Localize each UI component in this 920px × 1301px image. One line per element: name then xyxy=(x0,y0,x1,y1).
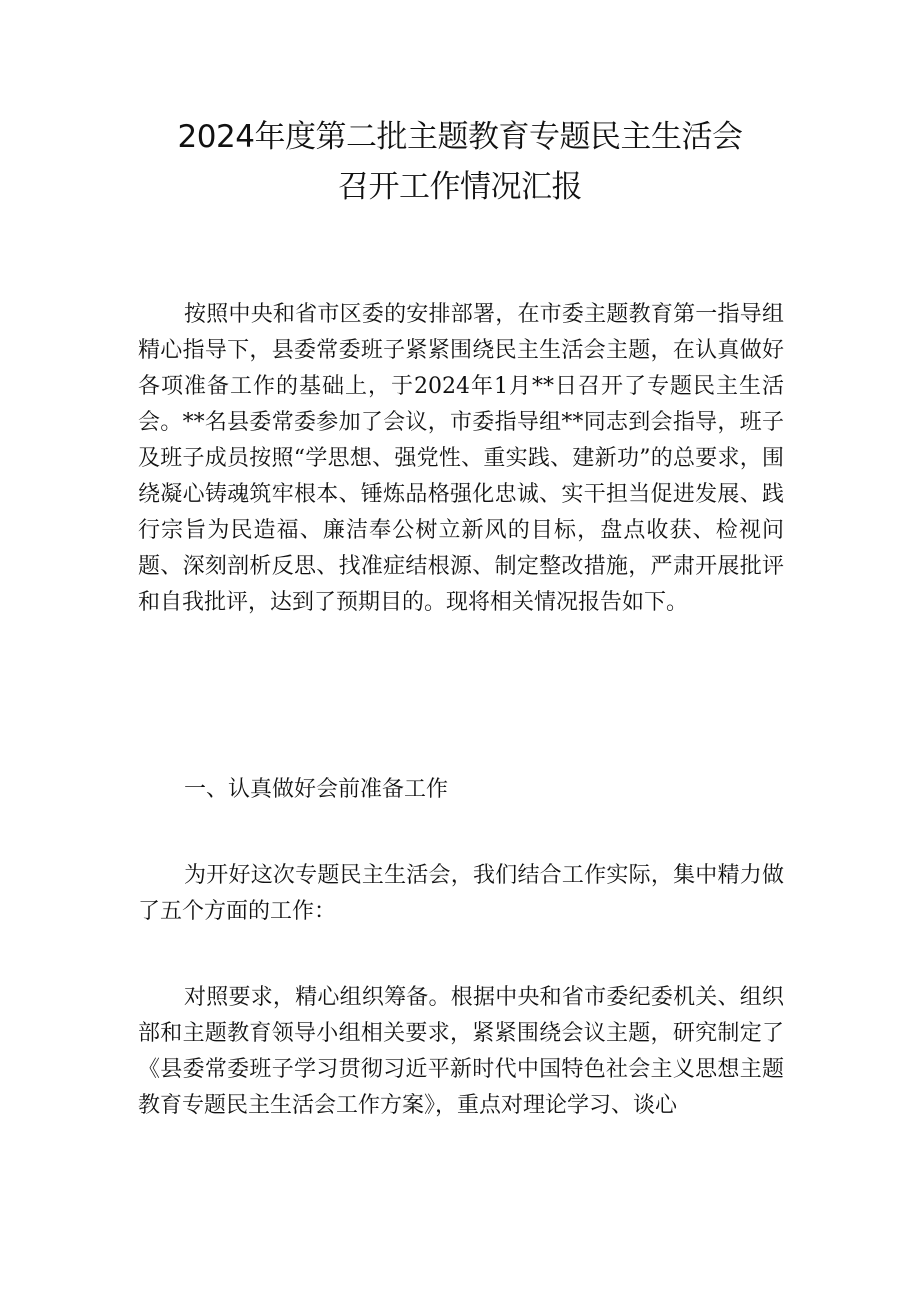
paragraph-preparation: 为开好这次专题民主生活会，我们结合工作实际，集中精力做了五个方面的工作： xyxy=(138,863,784,924)
document-title-line-2: 召开工作情况汇报 xyxy=(338,169,582,205)
paragraph-intro: 按照中央和省市区委的安排部署，在市委主题教育第一指导组精心指导下，县委常委班子紧紧围绕民主生活会主题，在认真做好各项准备工作的基础上，于2024年1月**日召开了专题民主生活会。**名县委常委参加了会议，市委指导组**同志到会指导，班子及班子成员按照“学思想、强党性、重实践、建新功”的总要求，围绕凝心铸魂筑牢根本、锤炼品格强化忠诚、实干担当促进发展、践行宗旨为民造福、廉洁奉公树立新风的目标，盘点收获、检视问题、深刻剖析反思、找准症结根源、制定整改措施，严肃开展批评和自我批评，达到了预期目的。现将相关情况报告如下。 xyxy=(138,302,784,615)
document-title-line-1: 2024年度第二批主题教育专题民主生活会 xyxy=(177,119,743,155)
section-heading: 一、认真做好会前准备工作 xyxy=(184,777,449,802)
paragraph-organization: 对照要求，精心组织筹备。根据中央和省市委纪委机关、组织部和主题教育领导小组相关要求，紧紧围绕会议主题，研究制定了《县委常委班子学习贯彻习近平新时代中国特色社会主义思想主题教育专题民主生活会工作方案》，重点对理论学习、谈心 xyxy=(138,985,784,1118)
